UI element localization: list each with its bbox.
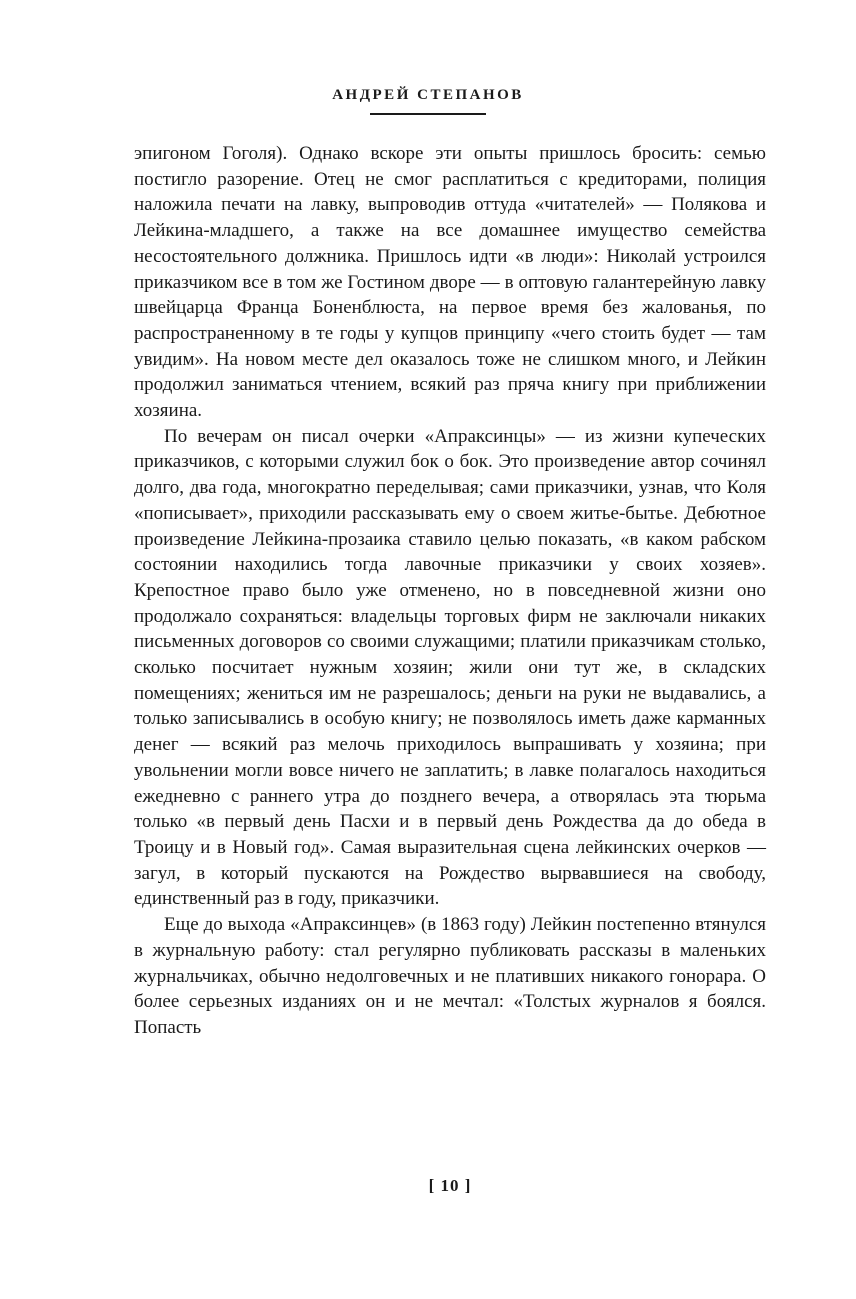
page-number: [ 10 ]: [428, 1176, 472, 1195]
running-header-author: АНДРЕЙ СТЕПАНОВ: [332, 87, 524, 103]
page-body-text: [134, 141, 766, 1041]
paragraph-journal-work: Еще до выхода «Апраксинцев» (в 1863 году) Лейкин постепенно втянулся в журнальную работу: стал регулярно публиковать рассказы в маленьких журнальчиках, обычно недолговечных и не плативших никакого гонорара. О более серьезных изданиях он и не мечтал: «Толстых журналов я боялся. Попасть: [134, 914, 766, 1038]
paragraph-apraksintsy: По вечерам он писал очерки «Апраксинцы» — из жизни купеческих приказчиков, с которыми служил бок о бок. Это произведение автор сочинял долго, два года, многократно переделывая; сами приказчики, узнав, что Коля «пописывает», приходили рассказывать ему о своем житье-бытье. Дебютное произведение Лейкина-прозаика ставило целью показать, «в каком рабском состоянии находились тогда лавочные приказчики у своих хозяев». Крепостное право было уже отменено, но в повседневной жизни оно продолжало сохраняться: владельцы торговых фирм не заключали никаких письменных договоров со своими служащими; платили приказчикам столько, сколько посчитает нужным хозяин; жили они тут же, в складских помещениях; жениться им не разрешалось; деньги на руки не выдавались, а только записывались в особую книгу; не позволялось иметь даже карманных денег — всякий раз мелочь приходилось выпрашивать у хозяина; при увольнении могли вовсе ничего не заплатить; в лавке полагалось находиться ежедневно с раннего утра до позднего вечера, а отворялась эта тюрьма только «в первый день Пасхи и в первый день Рождества да до обеда в Троицу и в Новый год». Самая выразительная сцена лейкинских очерков — загул, в который пускаются на Рождество вырвавшиеся на свободу, единственный раз в году, приказчики.: [134, 425, 766, 910]
header-rule: [370, 113, 486, 115]
running-header: [0, 0, 856, 115]
paragraph-continuation: эпигоном Гоголя). Однако вскоре эти опыты пришлось бросить: семью постигло разорение. Отец не смог расплатиться с кредиторами, полиция наложила печати на лавку, выпроводив оттуда «читателей» — Полякова и Лейкина-младшего, а также на все домашнее имущество семейства несостоятельного должника. Пришлось идти «в люди»: Николай устроился приказчиком все в том же Гостином дворе — в оптовую галантерейную лавку швейцарца Франца Боненблюста, на первое время без жалованья, по распространенному в те годы у купцов принципу «чего стоить будет — там увидим». На новом месте дел оказалось тоже не слишком много, и Лейкин продолжил заниматься чтением, всякий раз пряча книгу при приближении хозяина.: [134, 143, 766, 422]
